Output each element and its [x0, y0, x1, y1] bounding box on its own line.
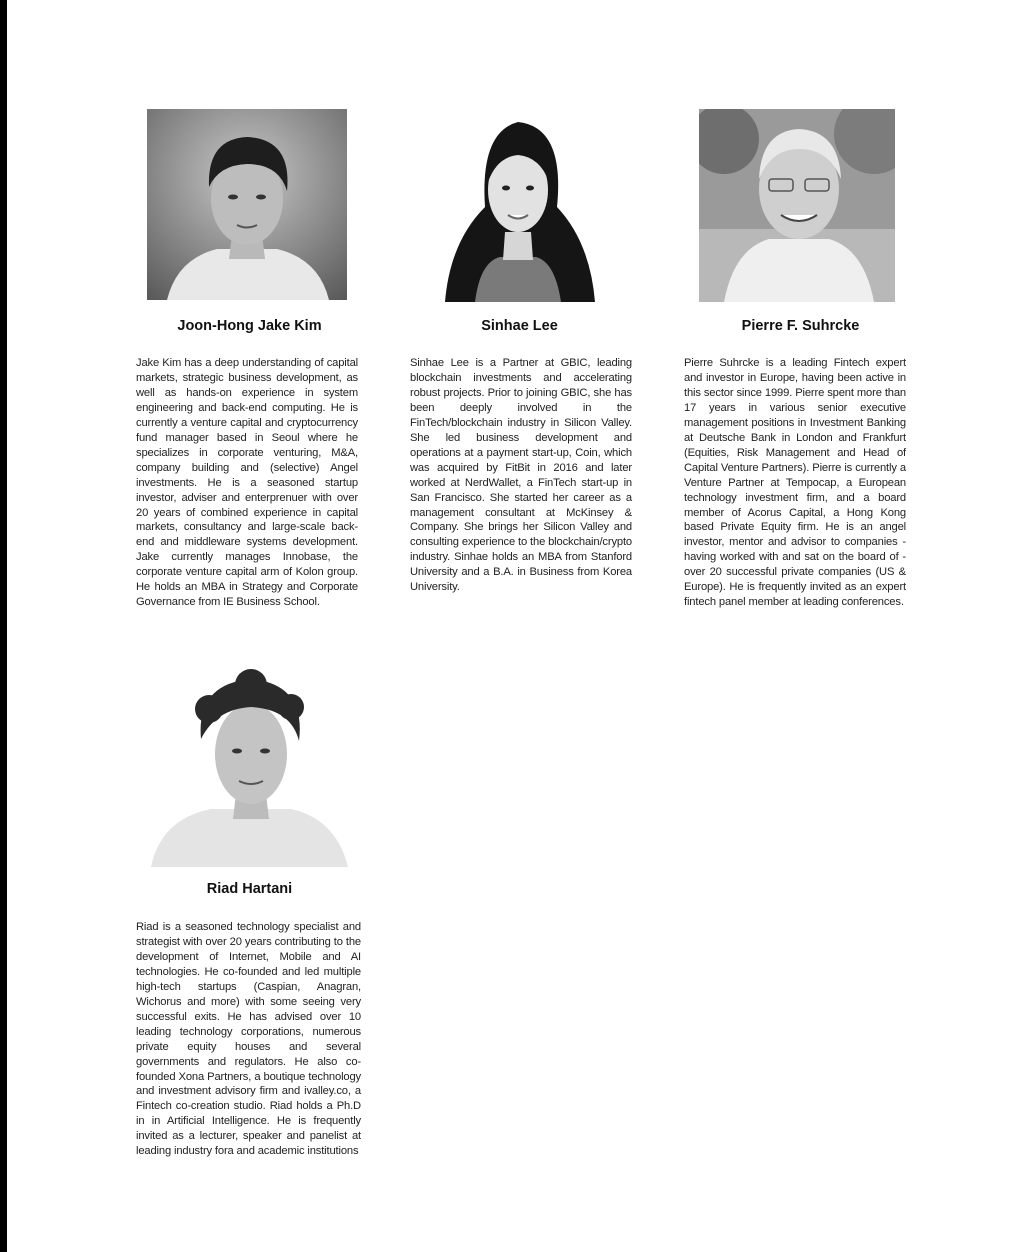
person-bio: Sinhae Lee is a Partner at GBIC, leading blockchain investments and accelerating robust projects. Prior to joining GBIC, she has been deeply involved in the FinTech/blockchain industry in Silicon Valley. She led business development and operations at a payment start-up, Coin, which was acquired by FitBit in 2016 and later worked at NerdWallet, a FinTech start-up in San Francisco. She started her career as a management consultant at McKinsey & Company. She brings her Silicon Valley and consulting experience to the blockchain/crypto industry. Sinhae holds an MBA from Stanford University and a B.A. in Business from Korea University. — [410, 357, 632, 594]
portrait-photo-riad-hartani — [151, 669, 348, 867]
portrait-photo-sinhae-lee — [425, 112, 611, 302]
portrait-photo-jake-kim — [147, 109, 347, 300]
person-name: Riad Hartani — [206, 881, 293, 897]
person-name: Sinhae Lee — [481, 318, 558, 334]
person-name: Pierre F. Suhrcke — [741, 318, 860, 334]
person-bio: Riad is a seasoned technology specialist and strategist with over 20 years contributing to the development of Internet, Mobile and AI technologies. He co-founded and led multiple high-tech startups (Caspian, Anagran, Wichorus and more) with some seeing very successful exits. He has advised over 10 leading technology corporations, numerous private equity houses and several governments and regulators. He also co-founded Xona Partners, a boutique technology and investment advisory firm and ivalley.co, a Fintech co-creation studio. Riad holds a Ph.D in in Artificial Intelligence. He is frequently invited as a lecturer, speaker and panelist at leading industry fora and academic institutions — [136, 921, 361, 1158]
team-page — [7, 0, 1035, 1252]
person-name: Joon-Hong Jake Kim — [177, 318, 322, 334]
person-bio: Jake Kim has a deep understanding of capital markets, strategic business development, as well as hands-on experience in system engineering and back-end computing. He is currently a venture capital and cryptocurrency fund manager based in Seoul where he specializes in corporate venturing, M&A, company building and (selective) Angel investments. He is a seasoned startup investor, adviser and enterprenuer with over 20 years of combined experience in capital markets, consultancy and large-scale back-end and middleware systems development. Jake currently manages Innobase, the corporate venture capital arm of Kolon group. He holds an MBA in Strategy and Corporate Governance from IE Business School. — [136, 357, 358, 609]
person-bio: Pierre Suhrcke is a leading Fintech expert and investor in Europe, having been active in this sector since 1999. Pierre spent more than 17 years in various senior executive management positions in Investment Banking at Deutsche Bank in London and Frankfurt (Equities, Risk Management and Head of Capital Venture Partners). Pierre is currently a Venture Partner at Tempocap, a European technology investment firm, and a board member of Acorus Capital, a Hong Kong based Private Equity firm. He is an angel investor, mentor and advisor to companies - having worked with and sat on the board of - over 20 successful private companies (US & Europe). He is frequently invited as an expert fintech panel member at leading conferences. — [684, 357, 906, 609]
portrait-photo-pierre-suhrcke — [699, 109, 895, 302]
